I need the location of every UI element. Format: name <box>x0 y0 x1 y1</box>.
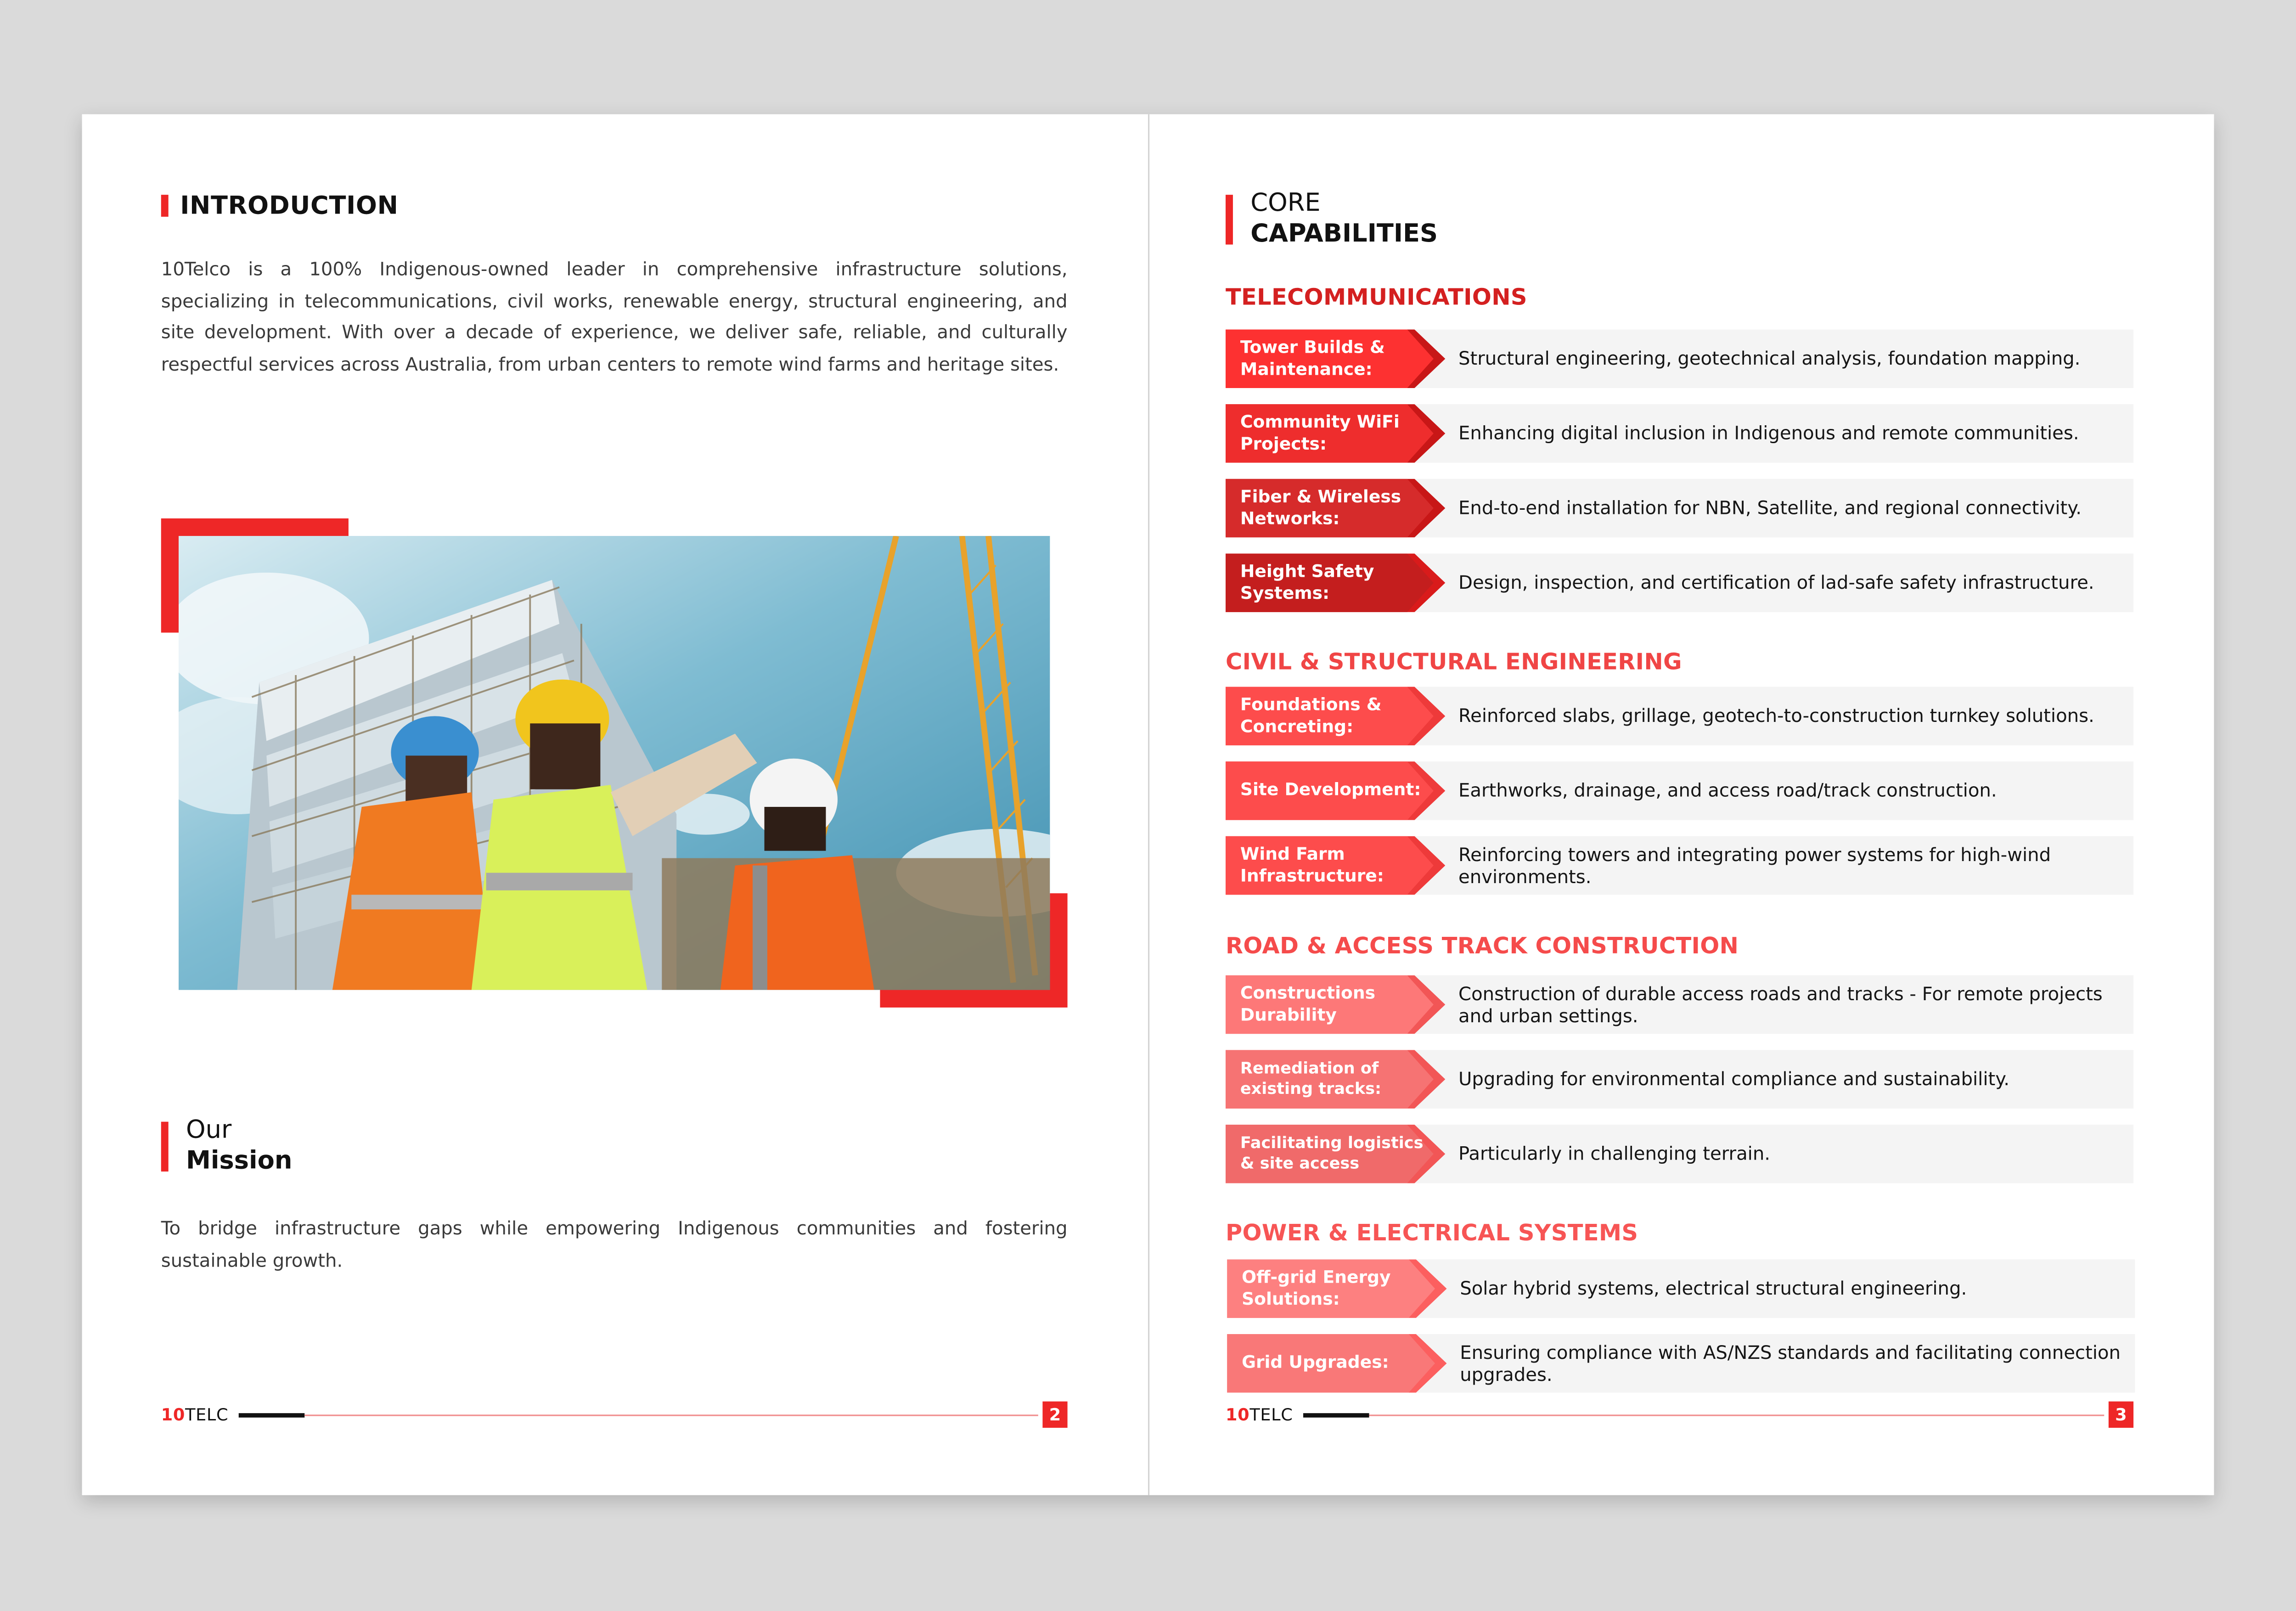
capability-label: Height Safety Systems: <box>1240 560 1374 603</box>
page-3 <box>1149 114 2214 1495</box>
mission-title-line1: Our <box>186 1115 232 1145</box>
capability-label-tag <box>1226 1125 1445 1183</box>
capability-description: Upgrading for environmental compliance and sustainability. <box>1458 1068 2010 1090</box>
capability-row <box>1227 1259 2135 1318</box>
capabilities-title-line1: CORE <box>1250 189 1321 219</box>
capability-row <box>1226 479 2133 538</box>
brochure-spread <box>82 114 2214 1495</box>
capability-row <box>1226 975 2133 1034</box>
capability-description: Structural engineering, geotechnical analysis, foundation mapping. <box>1458 347 2081 370</box>
capability-label: Tower Builds & Maintenance: <box>1240 336 1385 379</box>
capability-label: Off-grid Energy Solutions: <box>1242 1266 1391 1309</box>
capability-label-tag <box>1227 1259 1446 1318</box>
capability-label: Constructions Durability <box>1240 982 1376 1025</box>
page-2 <box>82 114 1148 1495</box>
capability-label-tag <box>1226 761 1445 820</box>
capability-description: Reinforced slabs, grillage, geotech-to-construction turnkey solutions. <box>1458 704 2094 727</box>
capability-description: Particularly in challenging terrain. <box>1458 1143 1771 1165</box>
capability-label-tag <box>1226 553 1445 612</box>
capability-label: Fiber & Wireless Networks: <box>1240 485 1401 529</box>
capability-label-tag <box>1226 975 1445 1034</box>
capability-row <box>1226 329 2133 388</box>
capability-description: Earthworks, drainage, and access road/track construction. <box>1458 779 1997 802</box>
capability-label: Site Development: <box>1240 779 1421 800</box>
capability-row <box>1226 761 2133 820</box>
mission-body: To bridge infrastructure gaps while empowering Indigenous communities and fostering sustainable growth. <box>161 1217 1068 1271</box>
capability-row <box>1226 404 2133 463</box>
capability-row <box>1226 1050 2133 1109</box>
capability-label-tag <box>1226 479 1445 538</box>
section-title: POWER & ELECTRICAL SYSTEMS <box>1226 1220 1638 1246</box>
capabilities-accent-bar <box>1226 195 1233 244</box>
footer-brand: 10TELC <box>1226 1404 1293 1425</box>
capability-description: Reinforcing towers and integrating power systems for high-wind environments. <box>1458 843 2051 888</box>
capability-label: Foundations & Concreting: <box>1240 693 1382 737</box>
capability-row <box>1226 553 2133 612</box>
page-number: 2 <box>1042 1402 1067 1428</box>
capabilities-heading <box>1250 189 1438 250</box>
capability-row <box>1226 1125 2133 1183</box>
capabilities-title-line2: CAPABILITIES <box>1250 220 1438 249</box>
photo-frame <box>161 518 1068 1008</box>
footer-black-dash <box>1303 1413 1369 1418</box>
capability-label: Remediation of existing tracks: <box>1240 1059 1382 1098</box>
mission-accent-bar <box>161 1122 169 1172</box>
capability-label: Wind Farm Infrastructure: <box>1240 843 1384 886</box>
mission-heading <box>186 1116 292 1177</box>
capability-label-tag <box>1226 329 1445 388</box>
page-footer <box>161 1402 1068 1428</box>
capability-description: Design, inspection, and certification of lad-safe safety infrastructure. <box>1458 571 2094 594</box>
capability-description: Construction of durable access roads and tracks - For remote projects and urban settings. <box>1458 982 2103 1027</box>
capability-description: Solar hybrid systems, electrical structural engineering. <box>1460 1277 1967 1300</box>
footer-rule <box>1369 1414 2105 1416</box>
capability-description: Ensuring compliance with AS/NZS standards and facilitating connection upgrades. <box>1460 1341 2121 1386</box>
construction-workers-photo <box>179 536 1050 990</box>
page-footer <box>1226 1402 2133 1428</box>
capability-label: Facilitating logistics & site access <box>1240 1133 1424 1173</box>
section-title: CIVIL & STRUCTURAL ENGINEERING <box>1226 648 1682 676</box>
capability-label-tag <box>1226 836 1445 895</box>
footer-black-dash <box>239 1413 304 1418</box>
capability-label: Community WiFi Projects: <box>1240 411 1400 454</box>
heading-accent-bar <box>161 195 169 217</box>
capability-label: Grid Upgrades: <box>1242 1352 1389 1373</box>
capability-row <box>1226 687 2133 746</box>
capability-label-tag <box>1226 404 1445 463</box>
footer-rule <box>304 1414 1038 1416</box>
capability-row <box>1227 1334 2135 1393</box>
section-title: TELECOMMUNICATIONS <box>1226 284 1527 311</box>
capability-label-tag <box>1226 1050 1445 1109</box>
section-title: ROAD & ACCESS TRACK CONSTRUCTION <box>1226 933 1739 959</box>
capability-label-tag <box>1226 687 1445 746</box>
capability-row <box>1226 836 2133 895</box>
introduction-body: 10Telco is a 100% Indigenous-owned leader in comprehensive infrastructure solutions, specializing in telecommunications, civil works, renewable energy, structural engineering, and site development. With over a decade of experience, we deliver safe, reliable, and culturally respectful services across Australia, from urban centers to remote wind farms and heritage sites. <box>161 258 1068 374</box>
construction-scene-illustration <box>179 536 1050 990</box>
mission-title-line2: Mission <box>186 1146 293 1176</box>
page-number: 3 <box>2109 1402 2133 1428</box>
capability-label-tag <box>1227 1334 1446 1393</box>
capability-description: Enhancing digital inclusion in Indigenous and remote communities. <box>1458 422 2079 444</box>
capability-description: End-to-end installation for NBN, Satellite, and regional connectivity. <box>1458 496 2082 519</box>
introduction-title: INTRODUCTION <box>180 192 399 221</box>
footer-brand: 10TELC <box>161 1404 229 1425</box>
